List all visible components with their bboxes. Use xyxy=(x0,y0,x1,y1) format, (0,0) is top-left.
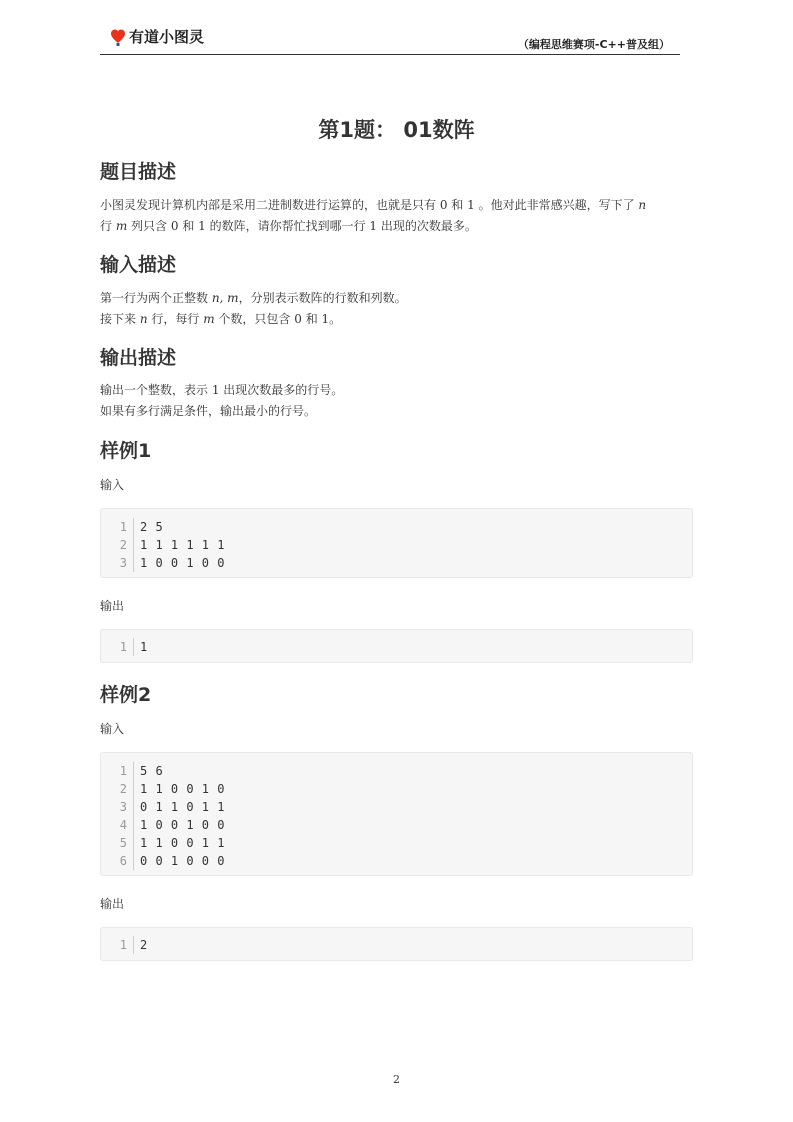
output-description-text xyxy=(100,380,695,422)
code-line: 1 5 6 xyxy=(115,762,225,780)
code-line: 6 0 0 1 0 0 0 xyxy=(115,852,225,870)
code-line: 5 1 1 0 0 1 1 xyxy=(115,834,225,852)
heart-logo-icon xyxy=(110,28,126,46)
code-line: 2 1 1 1 1 1 1 xyxy=(115,536,225,554)
input-line-2: 接下来 n 行，每行 m 个数，只包含 0 和 1。 xyxy=(100,312,342,326)
code-line: 3 0 1 1 0 1 1 xyxy=(115,798,225,816)
logo-text: 有道小图灵 xyxy=(129,28,205,46)
code-line: 2 1 1 0 0 1 0 xyxy=(115,780,225,798)
input-description-text xyxy=(100,288,695,330)
section-heading-input: 输入描述 xyxy=(100,254,177,276)
page-number: 2 xyxy=(393,1073,400,1086)
page-header xyxy=(100,22,680,55)
code-line: 1 2 5 xyxy=(115,518,225,536)
sample-1-input-label: 输入 xyxy=(100,478,125,492)
output-line-1: 输出一个整数，表示 1 出现次数最多的行号。 xyxy=(100,383,344,397)
sample-1-output-code-block xyxy=(100,629,693,663)
description-text xyxy=(100,195,695,237)
sample-1-output-label: 输出 xyxy=(100,599,125,613)
section-heading-description: 题目描述 xyxy=(100,161,177,183)
sample-1-input-code-block xyxy=(100,508,693,578)
code-line: 4 1 0 0 1 0 0 xyxy=(115,816,225,834)
section-heading-sample-2: 样例2 xyxy=(100,684,152,706)
section-heading-sample-1: 样例1 xyxy=(100,440,152,462)
code-line: 1 2 xyxy=(115,936,148,954)
description-line-2: 行 m 列只含 0 和 1 的数阵，请你帮忙找到哪一行 1 出现的次数最多。 xyxy=(100,219,477,233)
section-heading-output: 输出描述 xyxy=(100,347,177,369)
code-line: 3 1 0 0 1 0 0 xyxy=(115,554,225,572)
output-line-2: 如果有多行满足条件，输出最小的行号。 xyxy=(100,404,317,418)
logo xyxy=(110,26,204,47)
input-line-1: 第一行为两个正整数 n, m，分别表示数阵的行数和列数。 xyxy=(100,291,407,305)
sample-2-input-code-block xyxy=(100,752,693,876)
sample-2-output-label: 输出 xyxy=(100,897,125,911)
description-line-1: 小图灵发现计算机内部是采用二进制数进行运算的，也就是只有 0 和 1 。他对此非常感兴趣，写下了 n xyxy=(100,198,647,212)
code-line: 1 1 xyxy=(115,638,148,656)
header-category: （编程思维赛项-C++普及组） xyxy=(517,38,670,51)
sample-2-output-code-block xyxy=(100,927,693,961)
problem-title: 第1题： 01数阵 xyxy=(318,118,475,142)
sample-2-input-label: 输入 xyxy=(100,722,125,736)
